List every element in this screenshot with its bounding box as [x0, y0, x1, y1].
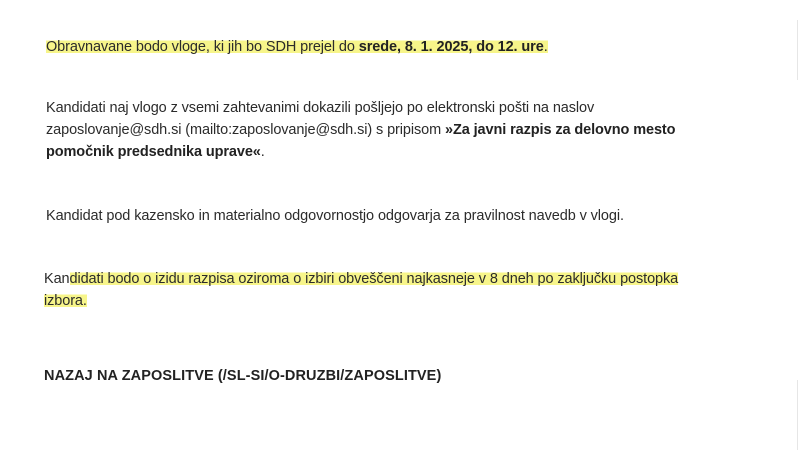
back-to-jobs-link[interactable]: NAZAJ NA ZAPOSLITVE (/SL-SI/O-DRUZBI/ZAPOSLITVE) — [44, 368, 442, 384]
submission-paragraph — [46, 97, 746, 163]
notification-line-1: Kandidati bodo o izidu razpisa oziroma o izbiri obveščeni najkasneje v 8 dneh po zaključku postopka — [44, 271, 679, 287]
scan-edge — [797, 20, 798, 80]
submission-line-3: pomočnik predsednika uprave«. — [46, 144, 265, 160]
email-link[interactable]: zaposlovanje@sdh.si (mailto:zaposlovanje@sdh.si) s pripisom — [46, 122, 446, 138]
deadline-paragraph — [46, 36, 746, 58]
deadline-date: srede, 8. 1. 2025, do 12. ure — [358, 39, 544, 55]
scan-edge — [797, 380, 798, 450]
submission-line-2: zaposlovanje@sdh.si (mailto:zaposlovanje@sdh.si) s pripisom »Za javni razpis za delovno mesto — [46, 122, 676, 138]
notification-paragraph — [44, 268, 744, 312]
notification-line-2: izbora. — [44, 293, 87, 309]
liability-paragraph: Kandidat pod kazensko in materialno odgovornostjo odgovarja za pravilnost navedb v vlogi. — [46, 208, 624, 224]
submission-line-1: Kandidati naj vlogo z vsemi zahtevanimi dokazili pošljejo po elektronski pošti na naslov — [46, 100, 595, 116]
deadline-highlight: Obravnavane bodo vloge, ki jih bo SDH prejel do srede, 8. 1. 2025, do 12. ure. — [46, 39, 548, 55]
